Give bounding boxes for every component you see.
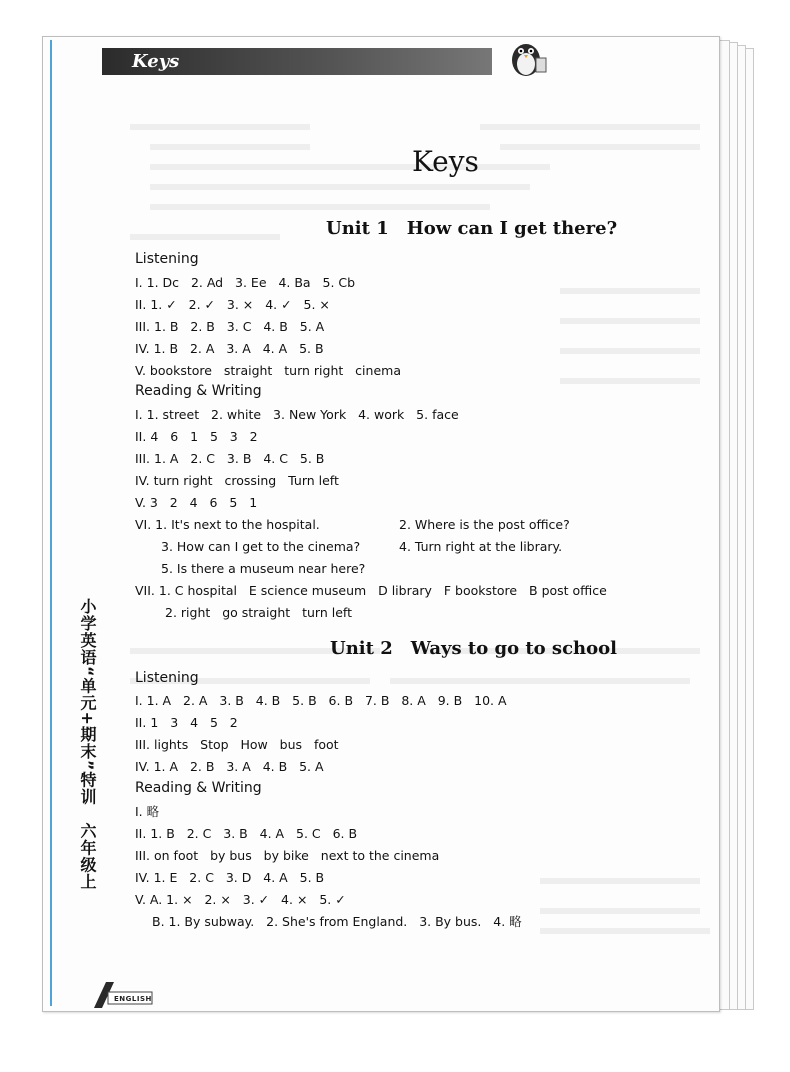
answer-line: IV. 1. B 2. A 3. A 4. A 5. B [135,341,324,356]
answer-line: II. 1 3 4 5 2 [135,715,238,730]
answer-line: V. A. 1. × 2. × 3. ✓ 4. × 5. ✓ [135,892,346,907]
answer-line: VII. 1. C hospital E science museum D library F bookstore B post office [135,583,607,598]
answer-line: IV. 1. E 2. C 3. D 4. A 5. B [135,870,325,885]
answer-line: I. 1. A 2. A 3. B 4. B 5. B 6. B 7. B 8. A 9. B 10. A [135,693,507,708]
unit-2-reading-writing-label: Reading & Writing [135,780,262,796]
unit-1-reading-writing-label: Reading & Writing [135,383,262,399]
page-title: Keys [412,145,479,178]
answer-line: I. 略 [135,804,160,819]
unit-2-heading: Unit 2 Ways to go to school [330,638,617,659]
spine-accent-line [50,40,52,1006]
answer-line: III. 1. B 2. B 3. C 4. B 5. A [135,319,325,334]
answer-line: 5. Is there a museum near here? [161,561,366,576]
answer-line: III. on foot by bus by bike next to the cinema [135,848,440,863]
answer-line: II. 1. ✓ 2. ✓ 3. × 4. ✓ 5. × [135,297,330,312]
answer-line: III. 1. A 2. C 3. B 4. C 5. B [135,451,325,466]
answer-line: VI. 1. It's next to the hospital. [135,517,320,532]
header-banner-label: Keys [132,51,180,72]
answer-line: I. 1. street 2. white 3. New York 4. work 5. face [135,407,459,422]
answer-line: I. 1. Dc 2. Ad 3. Ee 4. Ba 5. Cb [135,275,356,290]
answer-line: B. 1. By subway. 2. She's from England. 3. By bus. 4. 略 [152,914,522,929]
answer-line: 4. Turn right at the library. [399,539,563,554]
show-through-texture [120,118,710,948]
answer-line: 2. right go straight turn left [165,605,352,620]
answer-line: III. lights Stop How bus foot [135,737,339,752]
english-logo-label: ENGLISH [114,995,152,1003]
unit-2-listening-label: Listening [135,670,199,686]
unit-1-listening-label: Listening [135,251,199,267]
unit-1-heading: Unit 1 How can I get there? [326,218,618,239]
answer-line: 3. How can I get to the cinema? [161,539,361,554]
answer-line: II. 4 6 1 5 3 2 [135,429,258,444]
answer-line: V. bookstore straight turn right cinema [135,363,401,378]
answer-line: 2. Where is the post office? [399,517,570,532]
answer-line: V. 3 2 4 6 5 1 [135,495,258,510]
book-side-title: 小学英语“单元+期末”特训 六年级上 [78,598,97,891]
side-decoration [73,110,95,590]
answer-line: IV. 1. A 2. B 3. A 4. B 5. A [135,759,324,774]
penguin-mascot-icon [496,36,554,76]
answer-line: IV. turn right crossing Turn left [135,473,339,488]
answer-line: II. 1. B 2. C 3. B 4. A 5. C 6. B [135,826,358,841]
